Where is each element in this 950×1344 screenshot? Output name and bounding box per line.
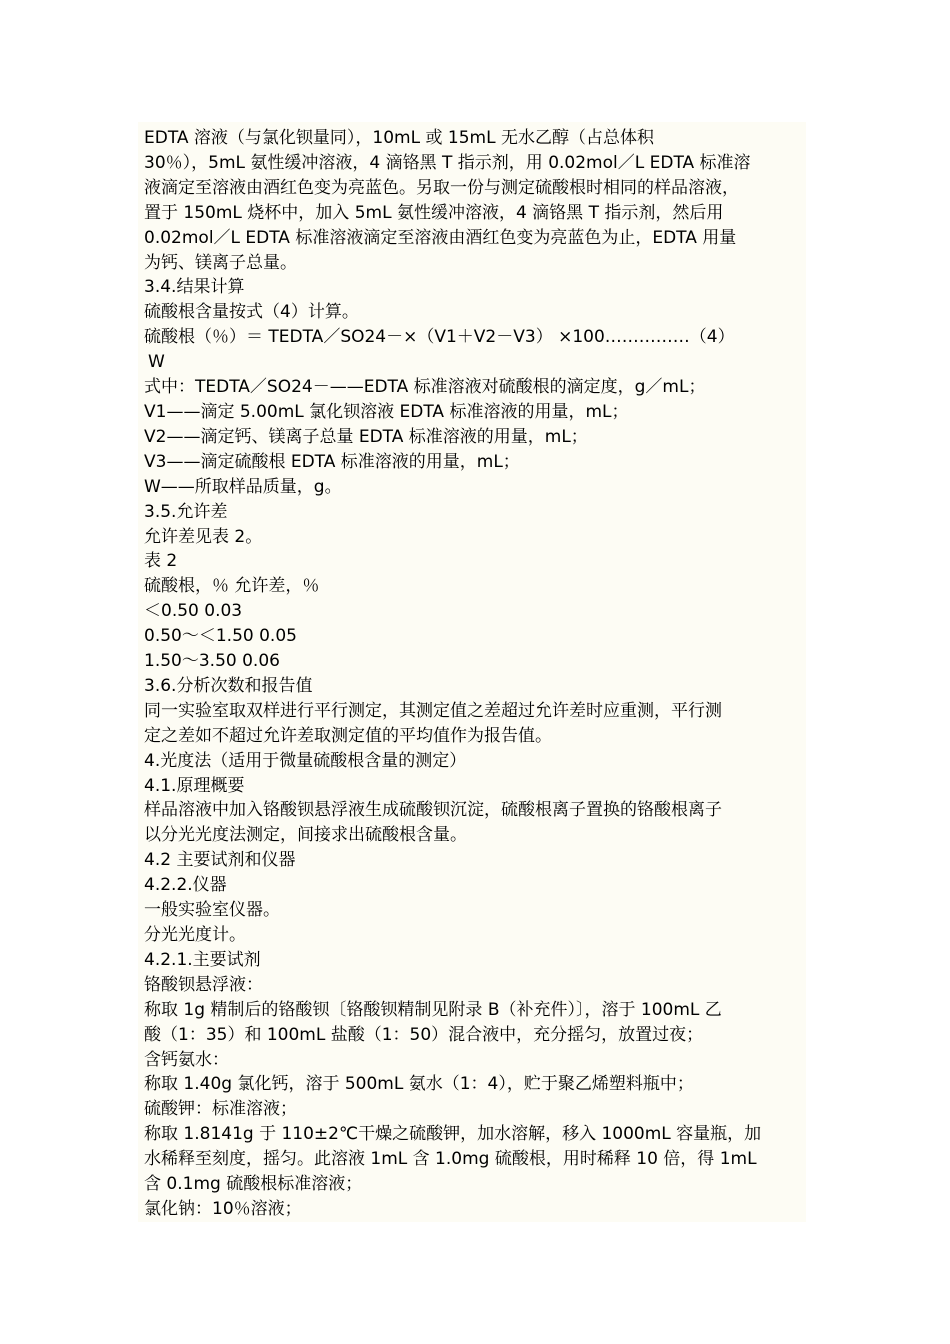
table-row: 1.50～3.50 0.06 [144,651,280,672]
text-line: 称取 1.40g 氯化钙，溶于 500mL 氨水（1：4），贮于聚乙烯塑料瓶中； [144,1074,694,1095]
table-row: ＜0.50 0.03 [144,601,243,622]
text-line: 硫酸钾：标准溶液； [144,1099,297,1120]
text-line: 铬酸钡悬浮液： [144,974,263,995]
text-line: 以分光光度法测定，间接求出硫酸根含量。 [144,825,467,846]
text-line: 置于 150mL 烧杯中，加入 5mL 氨性缓冲溶液，4 滴铬黑 T 指示剂，然后用 [144,202,724,223]
section-heading: 4.1.原理概要 [144,775,245,796]
text-line: 式中：TEDTA／SO24－——EDTA 标准溶液对硫酸根的滴定度，g／mL； [144,377,706,398]
table-header: 硫酸根，％ 允许差，％ [144,576,320,597]
text-line: V1——滴定 5.00mL 氯化钡溶液 EDTA 标准溶液的用量，mL； [144,401,629,422]
text-line: 定之差如不超过允许差取测定值的平均值作为报告值。 [144,725,552,746]
text-line: 硫酸根含量按式（4）计算。 [144,302,359,323]
section-heading: 3.5.允许差 [144,501,228,522]
text-line: 30％），5mL 氨性缓冲溶液，4 滴铬黑 T 指示剂，用 0.02mol／L EDTA 标准溶 [144,152,751,173]
text-line: 为钙、镁离子总量。 [144,252,297,273]
text-line: 样品溶液中加入铬酸钡悬浮液生成硫酸钡沉淀，硫酸根离子置换的铬酸根离子 [144,800,722,821]
section-heading: 3.4.结果计算 [144,277,245,298]
text-line: 含钙氨水： [144,1049,229,1070]
text-line: 同一实验室取双样进行平行测定，其测定值之差超过允许差时应重测，平行测 [144,700,722,721]
text-line: 分光光度计。 [144,925,246,945]
formula-denominator: W [148,352,165,373]
table-row: 0.50～＜1.50 0.05 [144,626,297,647]
text-line: 氯化钠：10％溶液； [144,1198,302,1219]
section-heading: 4.2 主要试剂和仪器 [144,850,296,871]
text-line: 0.02mol／L EDTA 标准溶液滴定至溶液由酒红色变为亮蓝色为止，EDTA 用量 [144,227,737,248]
text-line: 允许差见表 2。 [144,526,263,547]
text-line: 称取 1.8141g 于 110±2℃干燥之硫酸钾，加水溶解，移入 1000mL 容量瓶，加 [144,1124,762,1145]
section-heading: 4.2.1.主要试剂 [144,949,261,970]
text-line: W——所取样品质量，g。 [144,476,342,497]
text-line: 含 0.1mg 硫酸根标准溶液； [144,1174,363,1195]
text-line: 液滴定至溶液由酒红色变为亮蓝色。另取一份与测定硫酸根时相同的样品溶液， [144,177,739,198]
text-line: 一般实验室仪器。 [144,900,280,921]
text-line: EDTA 溶液（与氯化钡量同），10mL 或 15mL 无水乙醇（占总体积 [144,128,654,148]
formula-line: 硫酸根（％）＝ TEDTA／SO24－×（V1＋V2－V3） ×100……………（4） [144,327,735,348]
document-body [144,126,806,1222]
table-caption: 表 2 [144,551,178,572]
text-line: V2——滴定钙、镁离子总量 EDTA 标准溶液的用量，mL； [144,426,588,447]
section-heading: 4.2.2.仪器 [144,875,227,896]
text-line: 酸（1：35）和 100mL 盐酸（1：50）混合液中，充分摇匀，放置过夜； [144,1024,704,1045]
text-line: 水稀释至刻度，摇匀。此溶液 1mL 含 1.0mg 硫酸根，用时稀释 10 倍，得 1mL [144,1149,757,1170]
text-line: V3——滴定硫酸根 EDTA 标准溶液的用量，mL； [144,451,520,472]
text-line: 称取 1g 精制后的铬酸钡〔铬酸钡精制见附录 B（补充件）〕，溶于 100mL 乙 [144,999,722,1020]
section-heading: 4.光度法（适用于微量硫酸根含量的测定） [144,750,467,771]
section-heading: 3.6.分析次数和报告值 [144,675,313,696]
document-page [138,122,806,1222]
